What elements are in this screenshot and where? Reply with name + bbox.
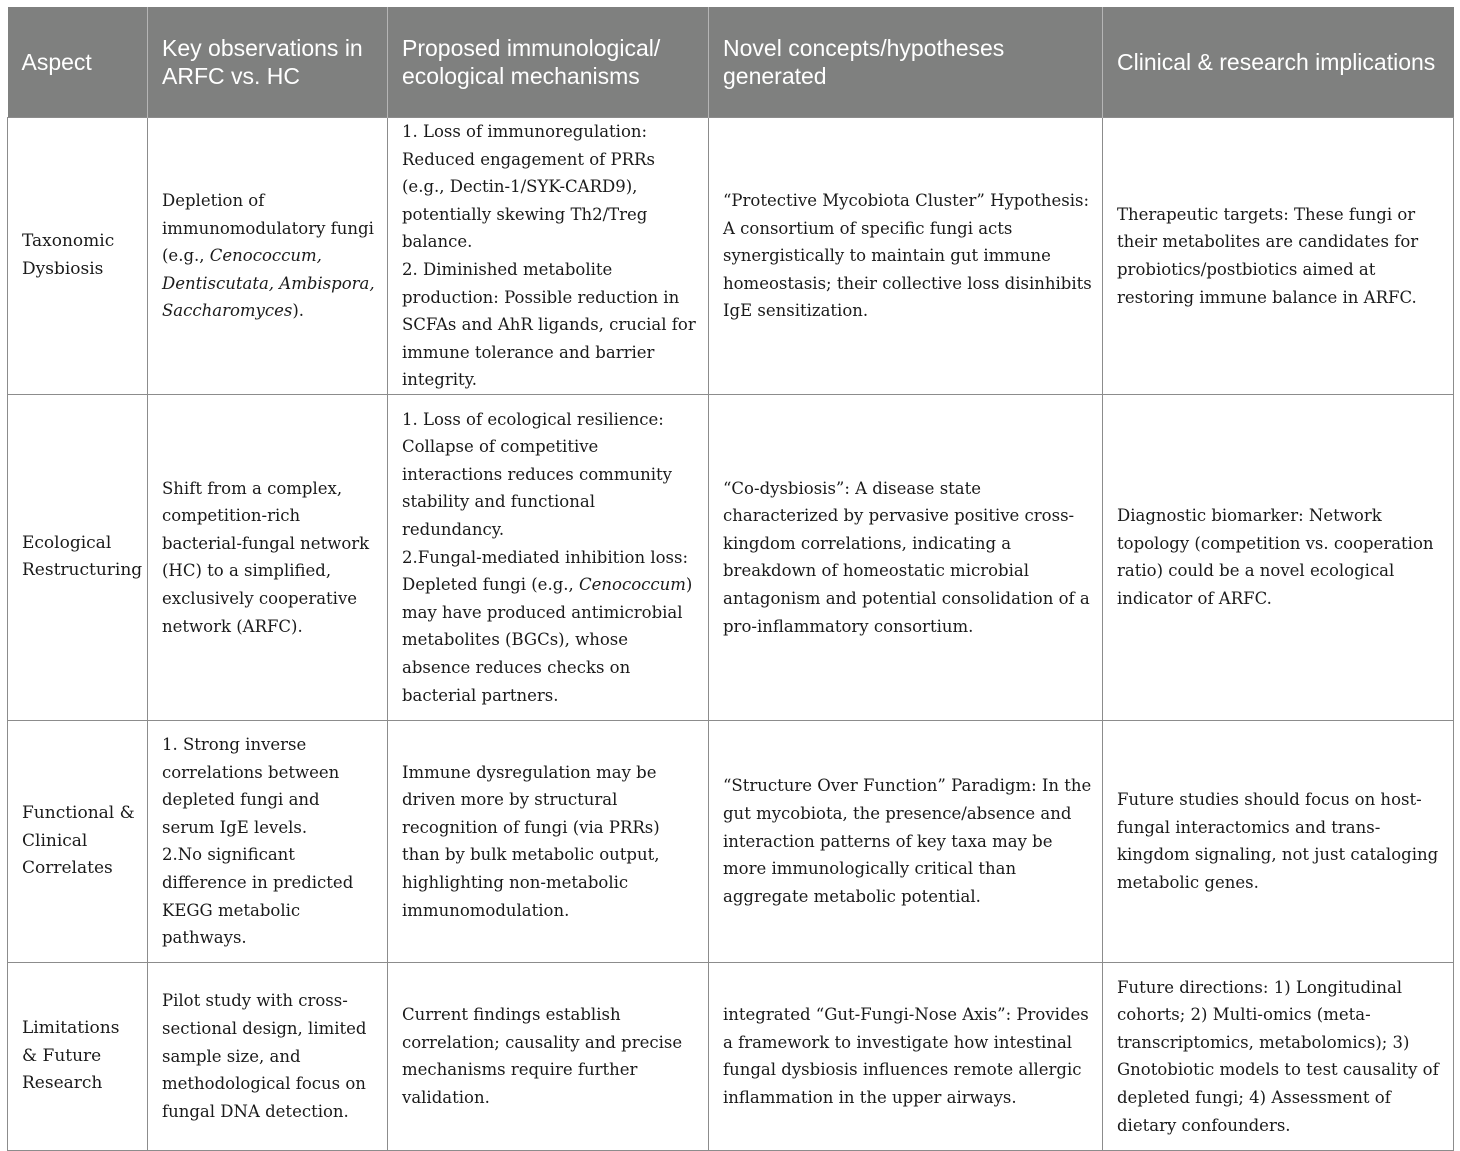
table-row — [8, 394, 1454, 720]
observations-cell: 1. Strong inverse correlations between depleted fungi and serum IgE levels. 2.No significant difference in predicted KEGG metabolic pathways. — [148, 720, 388, 962]
header-novel-concepts: Novel concepts/hypotheses generated — [709, 7, 1103, 118]
header-mechanisms: Proposed immunological/ ecological mechanisms — [388, 7, 709, 118]
header-key-observations: Key observations in ARFC vs. HC — [148, 7, 388, 118]
observations-suffix: ). — [292, 301, 305, 321]
observations-cell: Pilot study with cross-sectional design, limited sample size, and methodological focus on fungal DNA detection. — [148, 962, 388, 1150]
observations-cell: Shift from a complex, competition-rich bacterial-fungal network (HC) to a simplified, exclusively cooperative network (ARFC). — [148, 394, 388, 720]
observations-taxa: Cenococcum, Dentiscutata, Ambispora, Saccharomyces — [162, 246, 375, 321]
mechanisms-cell: Current findings establish correlation; causality and precise mechanisms require further validation. — [388, 962, 709, 1150]
concepts-cell: “Protective Mycobiota Cluster” Hypothesis: A consortium of specific fungi acts synergistically to maintain gut immune homeostasis; their collective loss disinhibits IgE sensitization. — [709, 118, 1103, 395]
implications-cell: Diagnostic biomarker: Network topology (competition vs. cooperation ratio) could be a novel ecological indicator of ARFC. — [1103, 394, 1454, 720]
observations-cell — [148, 118, 388, 395]
concepts-cell: integrated “Gut-Fungi-Nose Axis”: Provides a framework to investigate how intestinal fungal dysbiosis influences remote allergic inflammation in the upper airways. — [709, 962, 1103, 1150]
aspect-cell: Ecological Restructuring — [8, 394, 148, 720]
table-row — [8, 118, 1454, 395]
mechanisms-cell: 1. Loss of immunoregulation: Reduced engagement of PRRs (e.g., Dectin-1/SYK-CARD9), potentially skewing Th2/Treg balance. 2. Diminished metabolite production: Possible reduction in SCFAs and AhR ligands, crucial for immune tolerance and barrier integrity. — [388, 118, 709, 395]
table-row — [8, 962, 1454, 1150]
implications-cell: Future studies should focus on host-fungal interactomics and trans-kingdom signaling, not just cataloging metabolic genes. — [1103, 720, 1454, 962]
header-row — [8, 7, 1454, 118]
mechanisms-taxon: Cenococcum — [579, 575, 686, 595]
implications-cell: Therapeutic targets: These fungi or their metabolites are candidates for probiotics/postbiotics aimed at restoring immune balance in ARFC. — [1103, 118, 1454, 395]
mechanisms-cell: Immune dysregulation may be driven more by structural recognition of fungi (via PRRs) than by bulk metabolic output, highlighting non-metabolic immunomodulation. — [388, 720, 709, 962]
table-row — [8, 720, 1454, 962]
observations-prefix: Depletion of immunomodulatory fungi (e.g., — [162, 190, 374, 266]
findings-table — [7, 7, 1454, 1151]
header-implications: Clinical & research implications — [1103, 7, 1454, 118]
aspect-cell: Taxonomic Dysbiosis — [8, 118, 148, 395]
mechanisms-cell — [388, 394, 709, 720]
implications-cell: Future directions: 1) Longitudinal cohorts; 2) Multi-omics (meta-transcriptomics, metabolomics); 3) Gnotobiotic models to test causality of depleted fungi; 4) Assessment of dietary confounders. — [1103, 962, 1454, 1150]
concepts-cell: “Co-dysbiosis”: A disease state characterized by pervasive positive cross-kingdom correlations, indicating a breakdown of homeostatic microbial antagonism and potential consolidation of a pro-inflammatory consortium. — [709, 394, 1103, 720]
concepts-cell: “Structure Over Function” Paradigm: In the gut mycobiota, the presence/absence and interaction patterns of key taxa may be more immunologically critical than aggregate metabolic potential. — [709, 720, 1103, 962]
mechanisms-text-part2: ) may have produced antimicrobial metabolites (BGCs), whose absence reduces checks on bacterial partners. — [402, 575, 693, 705]
header-aspect: Aspect — [8, 7, 148, 118]
aspect-cell: Functional & Clinical Correlates — [8, 720, 148, 962]
mechanisms-text-part1: 1. Loss of ecological resilience: Collapse of competitive interactions reduces community stability and functional redundancy. 2.Fungal-mediated inhibition loss: Depleted fungi (e.g., — [402, 409, 689, 595]
aspect-cell: Limitations & Future Research — [8, 962, 148, 1150]
